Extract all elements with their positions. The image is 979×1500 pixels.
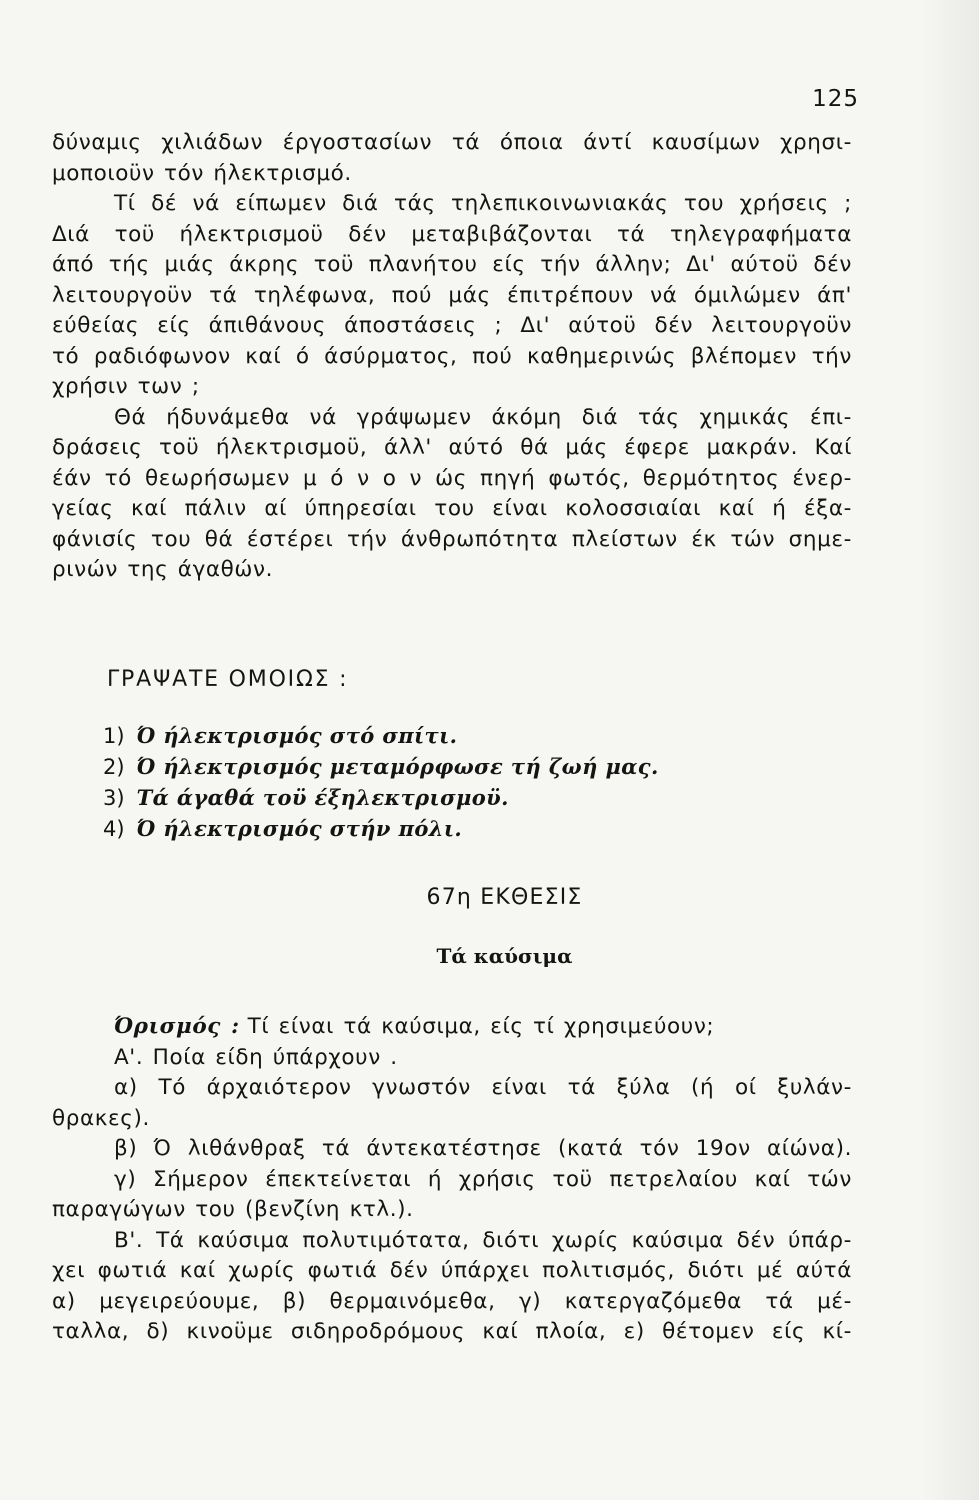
- text-line: τό ραδιόφωνον καί ό άσύρματος, πού καθημερινώς βλέπομεν τήν: [52, 343, 852, 369]
- exercise-text: Ό ήλεκτρισμός στό σπίτι.: [136, 723, 458, 748]
- text-line: χει φωτιά καί χωρίς φωτιά δέν ύπάρχει πολιτισμός, διότι μέ αύτά: [52, 1258, 852, 1283]
- text-line: δύναμις χιλιάδων έργοστασίων τά όποια άντί καυσίμων χρησι-: [52, 130, 852, 155]
- text-line: α) Τό άρχαιότερον γνωστόν είναι τά ξύλα (ή οί ξυλάν-: [114, 1075, 852, 1100]
- text-line: ταλλα, δ) κινοϋμε σιδηροδρόμους καί πλοία, ε) θέτομεν είς κί-: [52, 1319, 852, 1344]
- text-line: εύθείας είς άπιθάνους άποστάσεις ; Δι' αύτοϋ δέν λειτουργοϋν: [52, 313, 852, 338]
- exercise-number: 1): [103, 724, 125, 748]
- exercise-text: Ό ήλεκτρισμός στήν πόλι.: [136, 816, 463, 841]
- text-line: β) Ό λιθάνθραξ τά άντεκατέστησε (κατά τόν 19ον αίώνα).: [114, 1136, 852, 1161]
- text-line: ρινών της άγαθών.: [52, 557, 274, 582]
- exercise-item: [103, 813, 659, 844]
- text-line: δράσεις τοϋ ήλεκτρισμοϋ, άλλ' αύτό θά μάς έφερε μακράν. Καί: [52, 435, 852, 460]
- text-line: μοποιοϋν τόν ήλεκτρισμό.: [52, 160, 352, 186]
- exercise-item: [103, 751, 659, 782]
- exercise-text: Ό ήλεκτρισμός μεταμόρφωσε τή ζωή μας.: [136, 754, 659, 779]
- page-number: 125: [812, 86, 859, 112]
- text-line: Διά τοϋ ήλεκτρισμοϋ δέν μεταβιβάζονται τά τηλεγραφήματα: [52, 221, 852, 247]
- essay-number: 67η ΕΚΘΕΣΙΣ: [426, 885, 583, 910]
- essay-body: [52, 1012, 852, 1348]
- text-line: έάν τό θεωρήσωμεν μ ό ν ο ν ώς πηγή φωτός, θερμότητος ένερ-: [52, 465, 852, 491]
- text-line: λειτουργοϋν τά τηλέφωνα, πού μάς έπιτρέπουν νά όμιλώμεν άπ': [52, 282, 852, 308]
- intro-paragraphs: [52, 128, 852, 586]
- text-line: άπό τής μιάς άκρης τοϋ πλανήτου είς τήν άλλην; Δι' αύτοϋ δέν: [52, 252, 852, 277]
- text-line: α) μεγειρεύουμε, β) θερμαινόμεθα, γ) κατεργαζόμεθα τά μέ-: [52, 1288, 852, 1314]
- definition-line: [52, 1012, 852, 1043]
- exercise-list: [103, 720, 659, 844]
- text-line: γ) Σήμερον έπεκτείνεται ή χρήσις τοϋ πετρελαίου καί τών: [114, 1166, 852, 1192]
- page-edge-shadow: [919, 0, 979, 1500]
- text-line: Α'. Ποία είδη ύπάρχουν .: [114, 1044, 398, 1070]
- exercise-number: 2): [103, 755, 125, 779]
- essay-title: Τά καύσιμα: [436, 944, 573, 968]
- exercise-item: [103, 782, 659, 813]
- text-line: γείας καί πάλιν αί ύπηρεσίαι του είναι κολοσσιαίαι καί ή έξα-: [52, 496, 852, 521]
- exercise-text: Τά άγαθά τοϋ έξηλεκτρισμοϋ.: [136, 785, 509, 810]
- text-line: φάνισίς του θά έστέρει τήν άνθρωπότητα πλείστων έκ τών σημε-: [52, 526, 852, 552]
- text-line: παραγώγων του (βενζίνη κτλ.).: [52, 1197, 414, 1222]
- text-line: θρακες).: [52, 1105, 150, 1131]
- exercise-item: [103, 720, 659, 751]
- definition-term: Όρισμός :: [114, 1014, 240, 1039]
- exercise-number: 4): [103, 817, 125, 841]
- definition-text: Τί είναι τά καύσιμα, είς τί χρησιμεύουν;: [247, 1014, 715, 1039]
- text-line: Θά ήδυνάμεθα νά γράψωμεν άκόμη διά τάς χημικάς έπι-: [114, 404, 852, 430]
- exercise-heading: ΓΡΑΨΑΤΕ ΟΜΟΙΩΣ :: [107, 667, 349, 692]
- text-line: χρήσιν των ;: [52, 374, 200, 399]
- text-line: Τί δέ νά είπωμεν διά τάς τηλεπικοινωνιακάς του χρήσεις ;: [114, 191, 852, 216]
- exercise-number: 3): [103, 786, 125, 810]
- text-line: Β'. Τά καύσιμα πολυτιμότατα, διότι χωρίς καύσιμα δέν ύπάρ-: [114, 1227, 852, 1253]
